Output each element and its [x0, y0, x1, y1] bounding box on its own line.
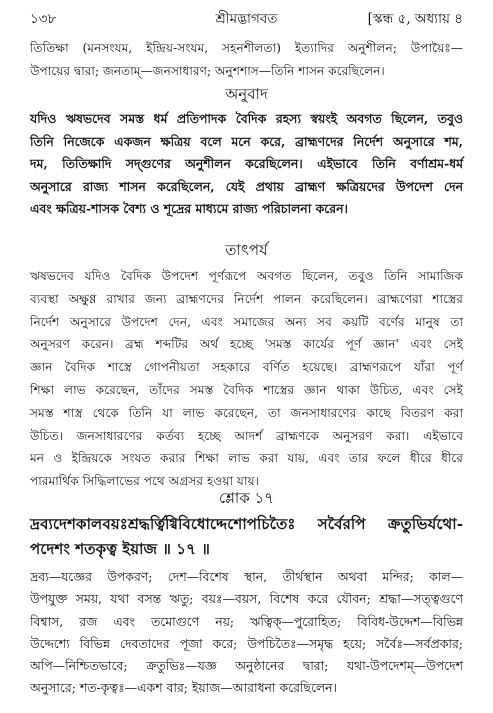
text-line: জ্ঞান বৈদিক শাস্ত্রে গোপনীয়তা সহকারে বর্ণিত হয়েছে। ব্রাহ্মণরূপে যাঁরা পূর্ণ: [30, 360, 463, 375]
translation-body: [30, 108, 463, 221]
verse-text: [30, 512, 463, 562]
verse-line: পদেশং শতকৃত্ব ইয়াজ ॥ ১৭ ॥: [30, 540, 210, 558]
text-line: অনুসারে; শত-কৃত্বঃ—একশ বার; ইয়াজ—আরাধনা করেছিলেন।: [30, 680, 337, 696]
text-line: নির্দেশ অনুসারে উপদেশ দেন, এবং সমাজের অন্য সব কয়টি বর্ণের মানুষ তা: [30, 314, 463, 329]
text-line: উপায়ের দ্বারা; জনতাম্—জনসাধারণ; অনুশশাস—তিনি শাসন করেছিলেন।: [30, 64, 385, 78]
text-line: সমস্ত শাস্ত্র থেকে তিনি যা লাভ করেছেন, তা জনসাধারণের কাছে বিতরণ করা: [30, 405, 463, 420]
text-line: যদিও ঋষভদেব সমস্ত ধর্ম প্রতিপাদক বৈদিক রহস্য স্বয়ংই অবগত ছিলেন, তবুও: [30, 111, 463, 126]
synonyms-continuation: [30, 37, 463, 83]
text-line: এবং ক্ষত্রিয়-শাসক বৈশ্য ও শূদ্রের মাধ্যমে রাজ্য পরিচালনা করেন।: [30, 201, 348, 216]
text-line: পারমার্থিক সিদ্ধিলাভের পথে অগ্রসর হওয়া যায়।: [30, 474, 260, 489]
text-line: উপযুক্ত সময়, যথা বসন্ত ঋতু; বয়ঃ—বয়স, বিশেষ করে যৌবন; শ্রদ্ধা—সত্ত্বগুণে: [30, 591, 463, 607]
text-line: উচিত। জনসাধারণের কর্তব্য হচ্ছে আদর্শ ব্রাহ্মণকে অনুসরণ করা। এইভাবে: [30, 428, 463, 443]
page-number: ১৩৮: [30, 11, 57, 27]
text-line: দম, তিতিক্ষাদি সদ্‌গুণের অনুশীলন করেছিলেন। এইভাবে তিনি বর্ণাশ্রম-ধর্ম: [30, 156, 463, 171]
chapter-reference: [স্কন্ধ ৫, অধ্যায় ৪: [367, 11, 463, 27]
book-title: শ্রীমদ্ভাগবত: [215, 11, 278, 27]
text-line: দ্রব্য—যজ্ঞের উপকরণ; দেশ—বিশেষ স্থান, তীর্থস্থান অথবা মন্দির; কাল—: [30, 569, 463, 584]
text-line: ব্যবস্থা অক্ষুণ্ণ রাখার জন্য ব্রাহ্মণদের নির্দেশ পালন করেছিলেন। ব্রাহ্মণেরা শাস্ত্রের: [30, 291, 463, 306]
synonyms-section: [30, 566, 463, 700]
text-line: তিনি নিজেকে একজন ক্ষত্রিয় বলে মনে করে, ব্রাহ্মণদের নির্দেশ অনুসারে শম,: [30, 133, 463, 149]
text-line: বিশ্বাস, রজ এবং তমোগুণে নয়; ঋত্বিক্—পুরোহিত; বিবিধ-উদ্দেশ—বিভিন্ন: [30, 613, 463, 629]
verse-line: দ্রব্যদেশকালবয়ঃশ্রদ্ধর্ত্বিগ্বিবিধোদ্দেশোপচিতৈঃ সর্বৈরপি ক্রতুভির্যথো-: [30, 515, 463, 533]
verse-heading: শ্লোক ১৭: [219, 489, 274, 507]
text-line: শিক্ষা লাভ করেছেন, তাঁদের সমস্ত বৈদিক শাস্ত্রের জ্ঞান থাকা উচিত, এবং সেই: [30, 382, 463, 397]
text-line: অপি—নিশ্চিতভাবে; ক্রতুভিঃ—যজ্ঞ অনুষ্ঠানের দ্বারা; যথা-উপদেশম্—উপদেশ: [30, 658, 463, 674]
text-line: অনুসরণ করেন। ব্রহ্ম শব্দটির অর্থ হচ্ছে 'সমস্ত কার্যের পূর্ণ জ্ঞান' এবং সেই: [30, 337, 463, 352]
text-line: ঋষভদেব যদিও বৈদিক উপদেশ পূর্ণরূপে অবগত ছিলেন, তবুও তিনি সামাজিক: [30, 269, 463, 283]
text-line: মন ও ইন্দ্রিয়কে সংযত করার শিক্ষা লাভ করা যায়, এবং তার ফলে ধীরে ধীরে: [30, 451, 463, 466]
purport-body: [30, 265, 463, 493]
text-line: অনুসারে রাজ্য শাসন করেছিলেন, যেই প্রথায় ব্রাহ্মণ ক্ষত্রিয়দের উপদেশ দেন: [30, 178, 463, 194]
text-line: তিতিক্ষা (মনসংযম, ইন্দ্রিয়-সংযম, সহনশীলতা) ইত্যাদির অনুশীলন; উপায়ৈঃ—: [30, 41, 463, 55]
running-header: [30, 8, 463, 30]
text-line: উদ্দেশ্যে বিভিন্ন দেবতাদের পূজা করে; উপচিতৈঃ—সমৃদ্ধ হয়ে; সর্বৈঃ—সর্বপ্রকার;: [30, 635, 463, 651]
translation-heading: অনুবাদ: [225, 85, 268, 103]
purport-heading: তাৎপর্য: [225, 241, 268, 259]
